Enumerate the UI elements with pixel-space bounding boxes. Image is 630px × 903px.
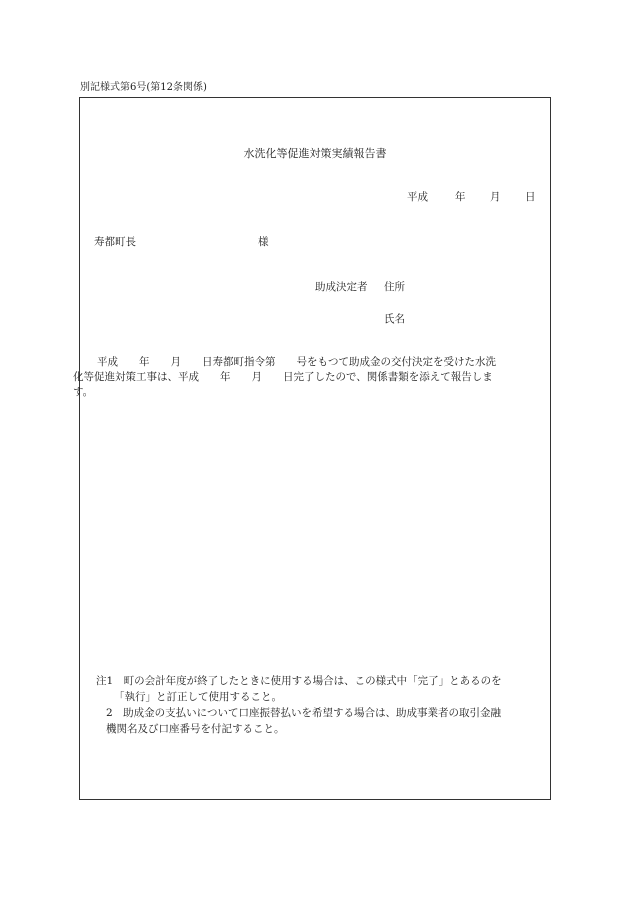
addressee-name: 寿都町長 [94,236,136,248]
report-body-paragraph [73,355,547,400]
note-1-line-1: 注1 町の会計年度が終了したときに使用する場合は、この様式中「完了」とあるのを [96,675,502,687]
form-caption: 別記様式第6号(第12条関係) [80,82,207,93]
note-1-line-2: 「執行」と訂正して使用すること。 [114,691,282,703]
note-2 [96,705,548,737]
body-line-3: す。 [73,386,94,398]
note-2-line-2: 機関名及び口座番号を付記すること。 [106,723,285,735]
date-era: 平成 [407,191,428,203]
date-month-label: 月 [490,191,501,203]
note-1 [96,673,548,705]
note-2-line-1: 2 助成金の支払いについて口座振替払いを希望する場合は、助成事業者の取引金融 [106,707,501,719]
body-line-1: 平成 年 月 日寿都町指令第 号をもつて助成金の交付決定を受けた水洗 [97,356,496,368]
body-line-2: 化等促進対策工事は、平成 年 月 日完了したので、関係書類を添えて報告しま [73,371,493,383]
applicant-address-label: 住所 [384,281,405,293]
date-year-label: 年 [455,191,466,203]
date-day-label: 日 [525,191,536,203]
applicant-name-label: 氏名 [384,313,405,325]
document-title: 水洗化等促進対策実績報告書 [243,147,387,160]
addressee-honorific: 様 [258,236,269,248]
applicant-role: 助成決定者 [315,281,368,293]
